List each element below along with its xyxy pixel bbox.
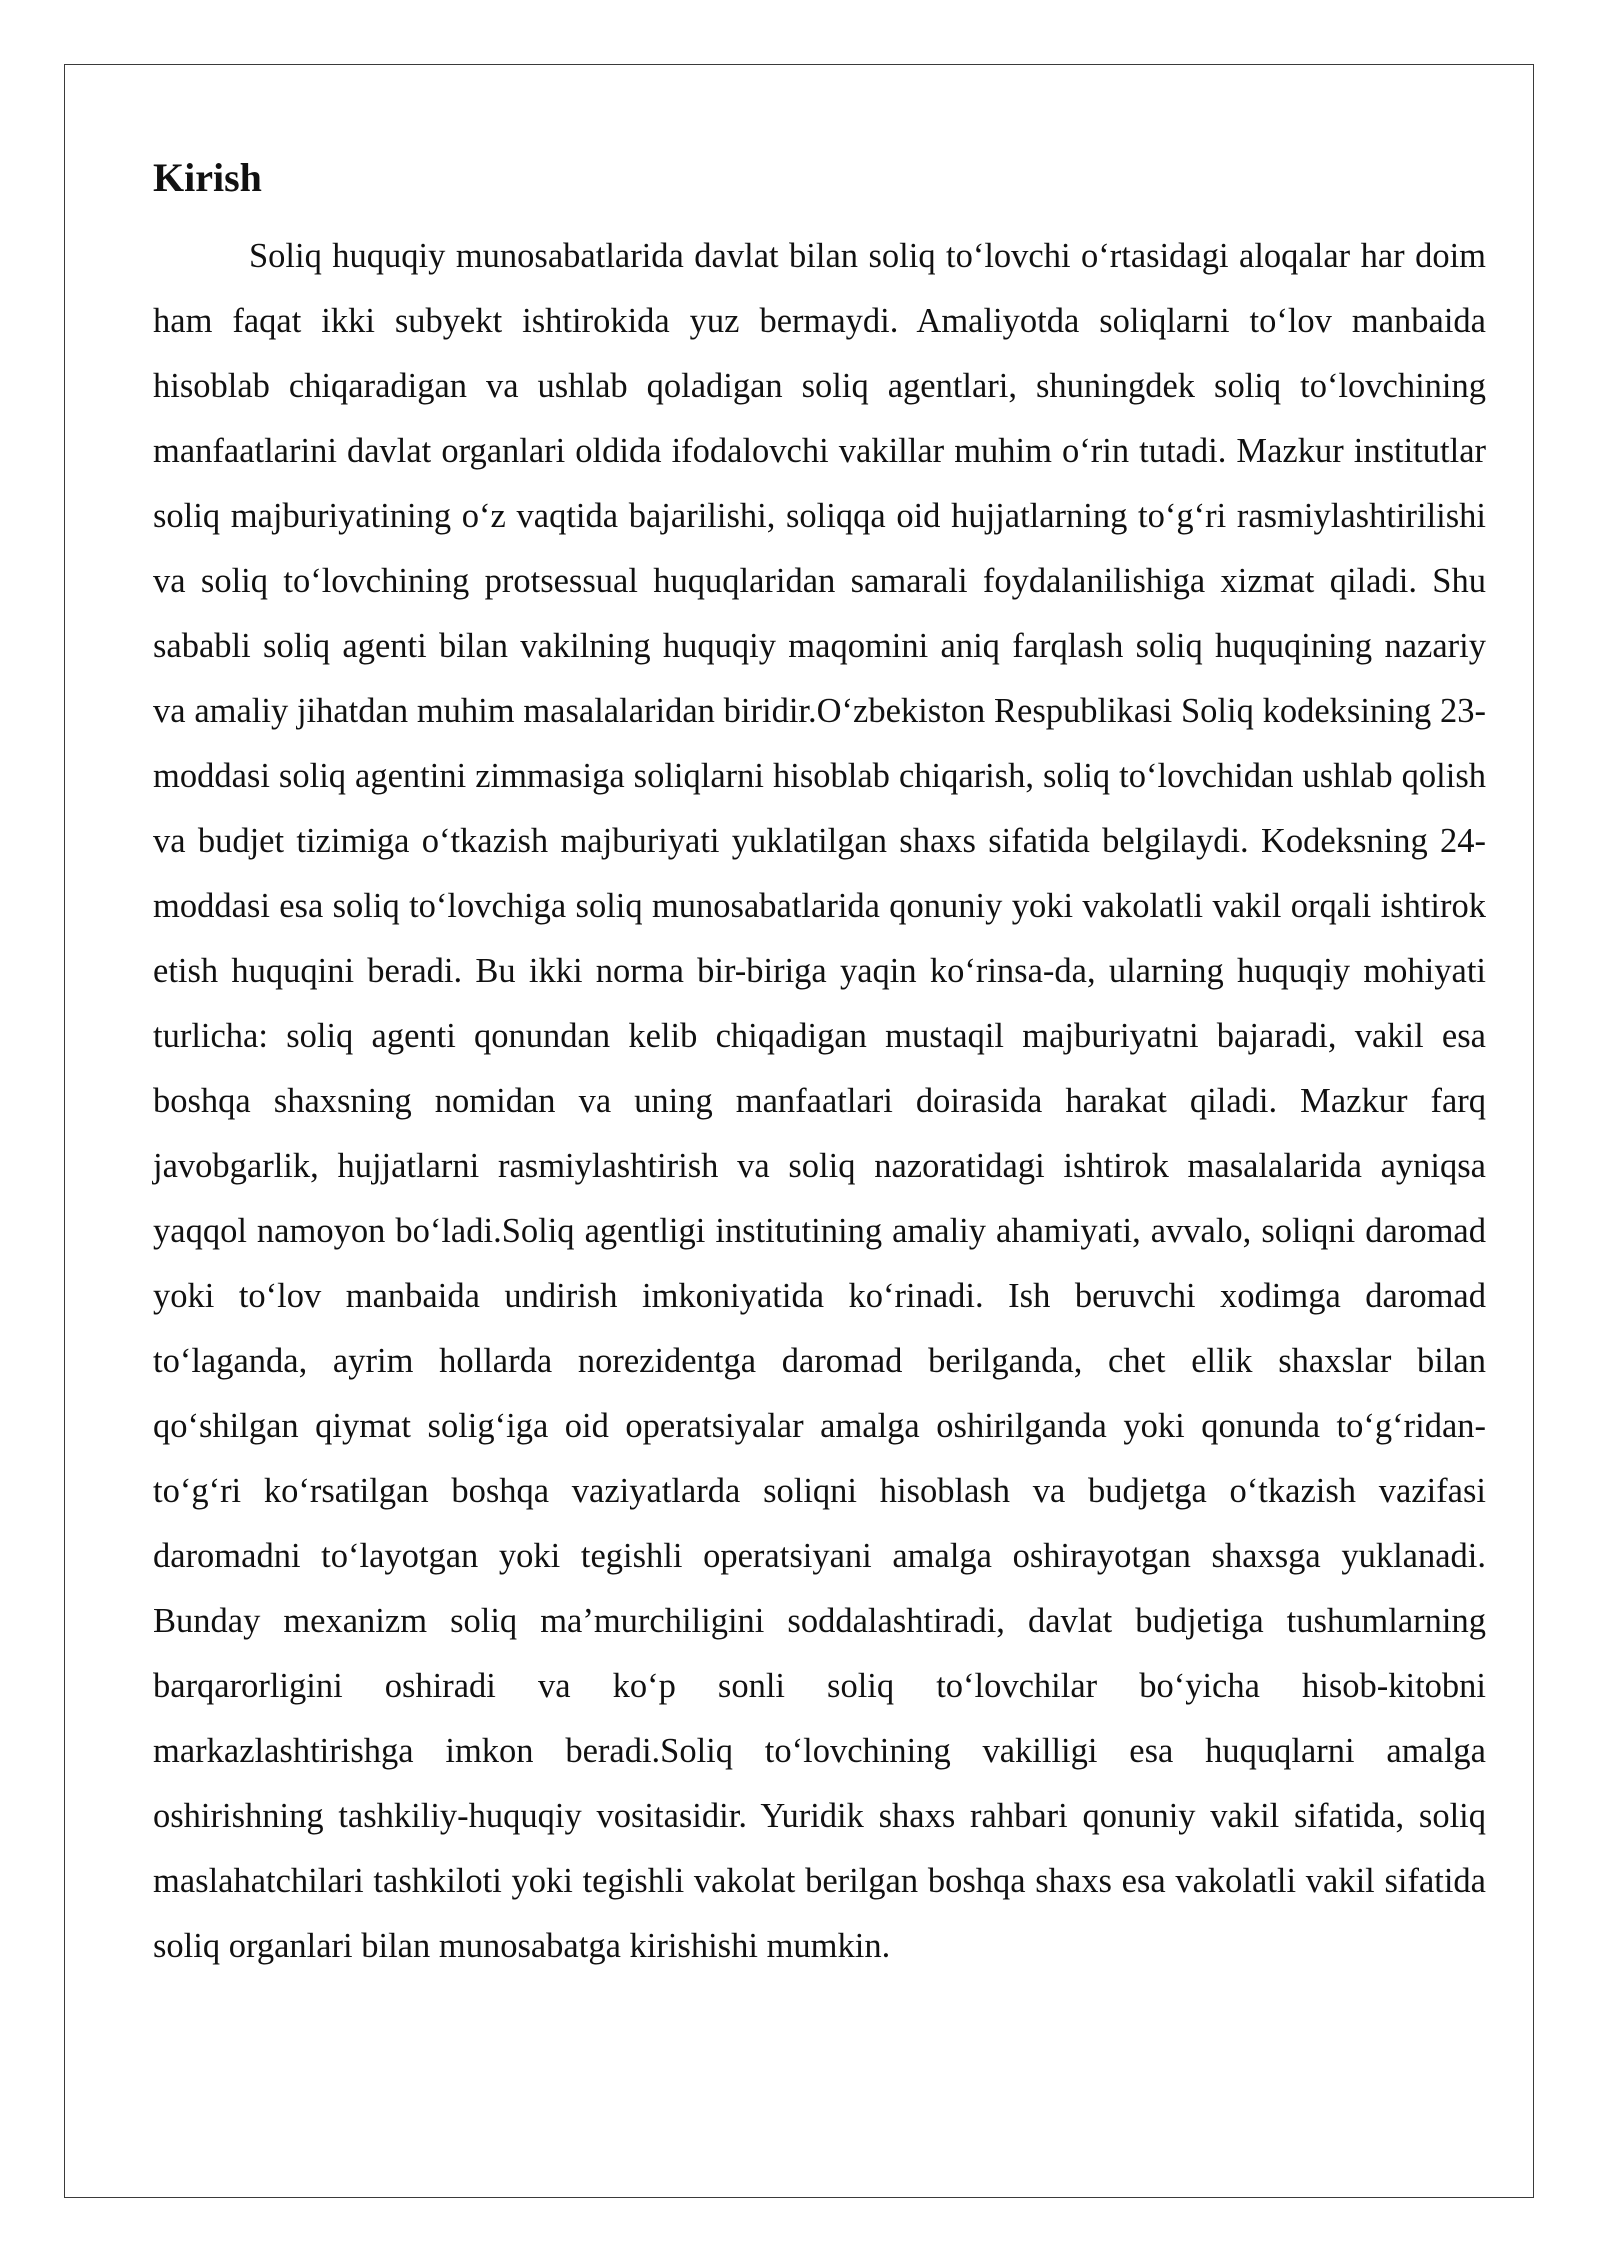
document-body (153, 146, 1486, 1979)
section-heading: Kirish (153, 155, 262, 200)
body-paragraph: Soliq huquqiy munosabatlarida davlat bilan soliq to‘lovchi o‘rtasidagi aloqalar har doim ham faqat ikki subyekt ishtirokida yuz bermaydi. Amaliyotda soliqlarni to‘lov manbaida hisoblab chiqaradigan va ushlab qoladigan soliq agentlari, shuningdek soliq to‘lovchining manfaatlarini davlat organlari oldida ifodalovchi vakillar muhim o‘rin tutadi. Mazkur institutlar soliq majburiyatining o‘z vaqtida bajarilishi, soliqqa oid hujjatlarning to‘g‘ri rasmiylashtirilishi va soliq to‘lovchining protsessual huquqlaridan samarali foydalanilishiga xizmat qiladi. Shu sababli soliq agenti bilan vakilning huquqiy maqomini aniq farqlash soliq huquqining nazariy va amaliy jihatdan muhim masalalaridan biridir.O‘zbekiston Respublikasi Soliq kodeksining 23-moddasi soliq agentini zimmasiga soliqlarni hisoblab chiqarish, soliq to‘lovchidan ushlab qolish va budjet tizimiga o‘tkazish majburiyati yuklatilgan shaxs sifatida belgilaydi. Kodeksning 24-moddasi esa soliq to‘lovchiga soliq munosabatlarida qonuniy yoki vakolatli vakil orqali ishtirok etish huquqini beradi. Bu ikki norma bir-biriga yaqin ko‘rinsa-da, ularning huquqiy mohiyati turlicha: soliq agenti qonundan kelib chiqadigan mustaqil majburiyatni bajaradi, vakil esa boshqa shaxsning nomidan va uning manfaatlari doirasida harakat qiladi. Mazkur farq javobgarlik, hujjatlarni rasmiylashtirish va soliq nazoratidagi ishtirok masalalarida ayniqsa yaqqol namoyon bo‘ladi.Soliq agentligi institutining amaliy ahamiyati, avvalo, soliqni daromad yoki to‘lov manbaida undirish imkoniyatida ko‘rinadi. Ish beruvchi xodimga daromad to‘laganda, ayrim hollarda norezidentga daromad berilganda, chet ellik shaxslar bilan qo‘shilgan qiymat solig‘iga oid operatsiyalar amalga oshirilganda yoki qonunda to‘g‘ridan-to‘g‘ri ko‘rsatilgan boshqa vaziyatlarda soliqni hisoblash va budjetga o‘tkazish vazifasi daromadni to‘layotgan yoki tegishli operatsiyani amalga oshirayotgan shaxsga yuklanadi. Bunday mexanizm soliq ma’murchiligini soddalashtiradi, davlat budjetiga tushumlarning barqarorligini oshiradi va ko‘p sonli soliq to‘lovchilar bo‘yicha hisob-kitobni markazlashtirishga imkon beradi.Soliq to‘lovchining vakilligi esa huquqlarni amalga oshirishning tashkiliy-huquqiy vositasidir. Yuridik shaxs rahbari qonuniy vakil sifatida, soliq maslahatchilari tashkiloti yoki tegishli vakolat berilgan boshqa shaxs esa vakolatli vakil sifatida soliq organlari bilan munosabatga kirishishi mumkin. (153, 237, 1486, 1965)
